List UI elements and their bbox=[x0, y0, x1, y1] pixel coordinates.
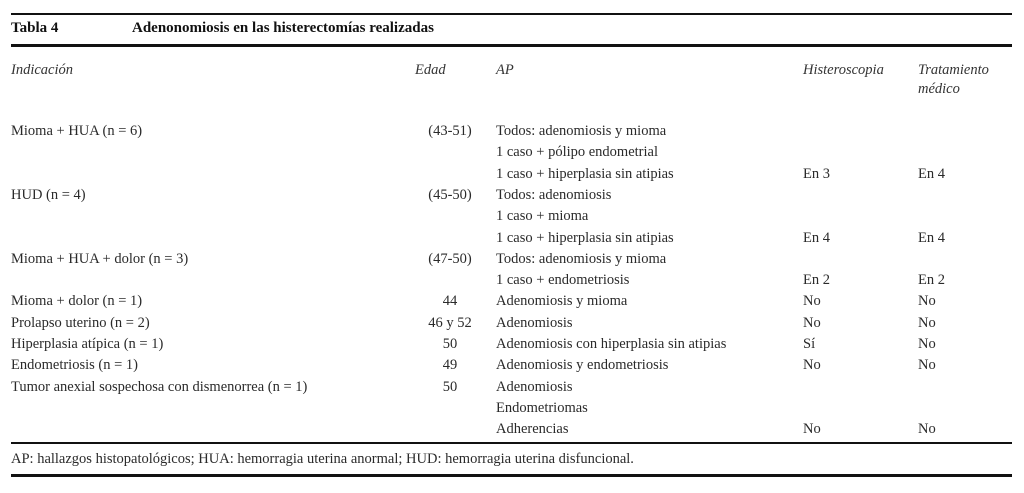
table-caption-title: Adenonomiosis en las histerectomías realizadas bbox=[132, 20, 434, 36]
cell-histeroscopia: Sí bbox=[803, 336, 816, 352]
cell-histeroscopia: No bbox=[803, 357, 821, 373]
cell-ap: 1 caso + endometriosis bbox=[496, 272, 630, 288]
cell-indicacion: Hiperplasia atípica (n = 1) bbox=[11, 336, 164, 352]
cell-indicacion: Prolapso uterino (n = 2) bbox=[11, 315, 150, 331]
cell-ap: Endometriomas bbox=[496, 400, 588, 416]
header-indicacion: Indicación bbox=[11, 62, 74, 78]
cell-histeroscopia: En 3 bbox=[803, 166, 830, 182]
table-footnote: AP: hallazgos histopatológicos; HUA: hemorragia uterina anormal; HUD: hemorragia uterina disfuncional. bbox=[11, 451, 634, 467]
cell-ap: Adenomiosis con hiperplasia sin atipias bbox=[496, 336, 727, 352]
cell-ap: Adenomiosis bbox=[496, 379, 573, 395]
cell-tratamiento: No bbox=[918, 357, 936, 373]
cell-ap: Todos: adenomiosis bbox=[496, 187, 612, 203]
cell-ap: Adenomiosis bbox=[496, 315, 573, 331]
cell-ap: 1 caso + pólipo endometrial bbox=[496, 144, 658, 160]
cell-histeroscopia: En 4 bbox=[803, 230, 830, 246]
cell-ap: 1 caso + mioma bbox=[496, 208, 589, 224]
cell-ap: Adherencias bbox=[496, 421, 569, 437]
cell-tratamiento: No bbox=[918, 315, 936, 331]
cell-indicacion: Endometriosis (n = 1) bbox=[11, 357, 138, 373]
cell-edad: (43-51) bbox=[428, 123, 472, 139]
header-tratamiento bbox=[918, 61, 989, 99]
cell-tratamiento: No bbox=[918, 421, 936, 437]
cell-ap: Adenomiosis y mioma bbox=[496, 293, 628, 309]
cell-indicacion: Mioma + dolor (n = 1) bbox=[11, 293, 143, 309]
cell-ap: Adenomiosis y endometriosis bbox=[496, 357, 669, 373]
table-bottom-rule bbox=[11, 474, 1012, 477]
table-footnote-rule bbox=[11, 442, 1012, 444]
header-edad: Edad bbox=[415, 62, 446, 78]
cell-edad: 44 bbox=[442, 293, 458, 309]
cell-edad: 50 bbox=[442, 379, 458, 395]
cell-edad: (47-50) bbox=[428, 251, 472, 267]
cell-tratamiento: No bbox=[918, 293, 936, 309]
cell-indicacion: HUD (n = 4) bbox=[11, 187, 86, 203]
header-ap: AP bbox=[496, 62, 514, 78]
header-histeroscopia: Histeroscopia bbox=[803, 62, 884, 78]
cell-histeroscopia: No bbox=[803, 293, 821, 309]
cell-tratamiento: En 4 bbox=[918, 230, 945, 246]
cell-edad: 49 bbox=[442, 357, 458, 373]
cell-indicacion: Mioma + HUA (n = 6) bbox=[11, 123, 143, 139]
cell-indicacion: Mioma + HUA + dolor (n = 3) bbox=[11, 251, 189, 267]
table-header-rule bbox=[11, 44, 1012, 47]
cell-histeroscopia: No bbox=[803, 421, 821, 437]
header-tratamiento-line1: Tratamiento bbox=[918, 62, 989, 78]
cell-indicacion: Tumor anexial sospechosa con dismenorrea (n = 1) bbox=[11, 379, 308, 395]
cell-tratamiento: En 4 bbox=[918, 166, 945, 182]
cell-ap: 1 caso + hiperplasia sin atipias bbox=[496, 166, 674, 182]
cell-tratamiento: En 2 bbox=[918, 272, 945, 288]
cell-tratamiento: No bbox=[918, 336, 936, 352]
cell-histeroscopia: No bbox=[803, 315, 821, 331]
cell-edad: 46 y 52 bbox=[428, 315, 472, 331]
cell-ap: Todos: adenomiosis y mioma bbox=[496, 123, 667, 139]
cell-ap: Todos: adenomiosis y mioma bbox=[496, 251, 667, 267]
table-caption-number: Tabla 4 bbox=[11, 20, 59, 36]
header-tratamiento-line2: médico bbox=[918, 81, 960, 97]
table-top-rule bbox=[11, 13, 1012, 15]
cell-edad: 50 bbox=[442, 336, 458, 352]
cell-histeroscopia: En 2 bbox=[803, 272, 830, 288]
cell-edad: (45-50) bbox=[428, 187, 472, 203]
cell-ap: 1 caso + hiperplasia sin atipias bbox=[496, 230, 674, 246]
